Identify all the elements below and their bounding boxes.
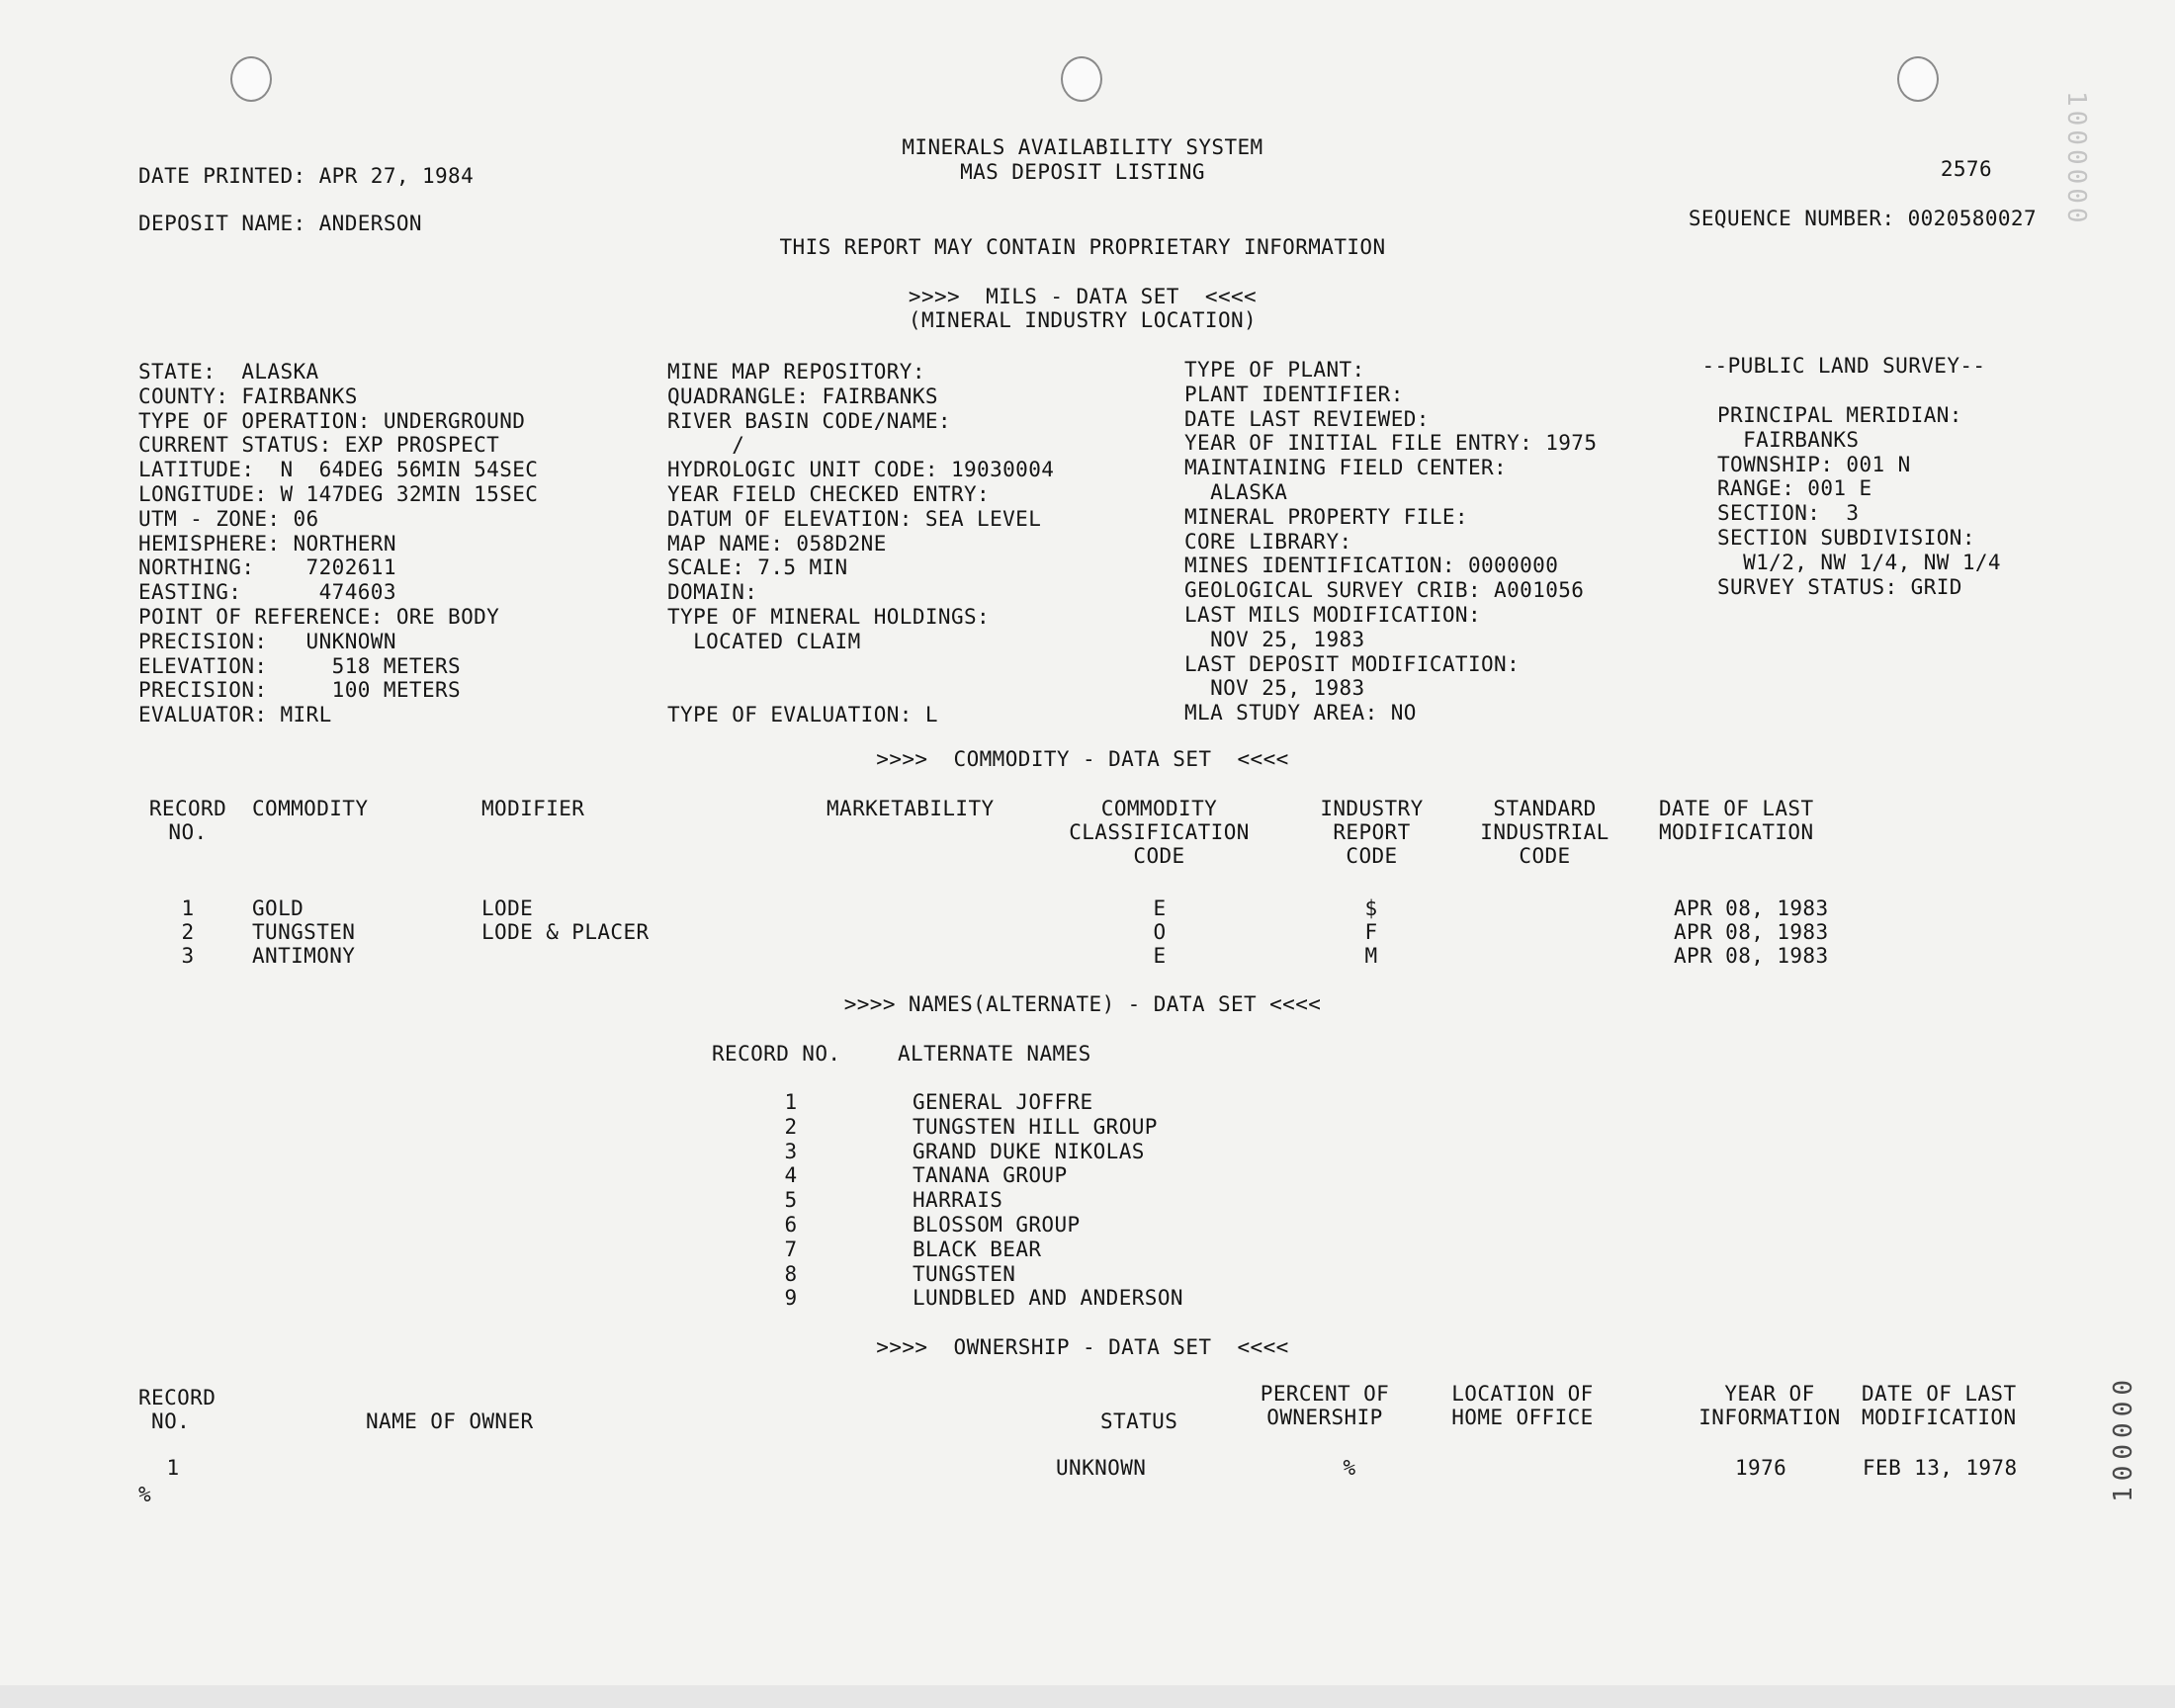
mils-field: / bbox=[667, 433, 745, 458]
alternate-name: BLOSSOM GROUP bbox=[913, 1213, 1081, 1237]
faint-margin-number: 1000000 bbox=[2061, 91, 2091, 227]
mils-field: LOCATED CLAIM bbox=[667, 629, 861, 653]
column-header: INDUSTRY REPORT CODE bbox=[1320, 797, 1424, 868]
list-item bbox=[0, 1188, 2175, 1212]
column-header: MARKETABILITY bbox=[826, 797, 995, 820]
record-number: 9 bbox=[784, 1286, 798, 1311]
column-header: DATE OF LAST MODIFICATION bbox=[1862, 1382, 2017, 1429]
date-printed: DATE PRINTED: APR 27, 1984 bbox=[138, 164, 475, 188]
mils-field: SECTION: 3 bbox=[1717, 501, 1860, 526]
last-modified-date: APR 08, 1983 bbox=[1674, 944, 1829, 968]
mils-column-2 bbox=[667, 360, 1054, 727]
column-header: PERCENT OF OWNERSHIP bbox=[1260, 1382, 1390, 1429]
column-header: COMMODITY CLASSIFICATION CODE bbox=[1069, 797, 1250, 868]
mils-field: MLA STUDY AREA: NO bbox=[1184, 701, 1417, 726]
page-number: 2576 bbox=[1940, 157, 1992, 181]
modifier: LODE bbox=[481, 897, 534, 920]
record-number: 1 bbox=[784, 1090, 798, 1114]
list-item bbox=[0, 1090, 2175, 1114]
mils-field: FAIRBANKS bbox=[1717, 427, 1860, 452]
modifier: LODE & PLACER bbox=[481, 920, 650, 944]
mils-field: LATITUDE: N 64DEG 56MIN 54SEC bbox=[138, 458, 539, 482]
column-header: ALTERNATE NAMES bbox=[898, 1042, 1091, 1066]
column-header: RECORD NO. bbox=[712, 1042, 841, 1066]
column-header: RECORD NO. bbox=[138, 1386, 217, 1433]
column-header: LOCATION OF HOME OFFICE bbox=[1451, 1382, 1594, 1429]
alternate-name: TANANA GROUP bbox=[913, 1163, 1068, 1188]
mils-field: PRINCIPAL MERIDIAN: bbox=[1717, 403, 1962, 427]
record-number: 4 bbox=[784, 1163, 798, 1188]
trailing-percent: % bbox=[138, 1483, 152, 1506]
column-header: RECORD NO. bbox=[148, 797, 227, 844]
classification-code: E bbox=[1153, 897, 1167, 920]
mils-field: TYPE OF PLANT: bbox=[1184, 358, 1365, 382]
classification-code: O bbox=[1153, 920, 1167, 944]
list-item bbox=[0, 1238, 2175, 1261]
last-modified-date: APR 08, 1983 bbox=[1674, 920, 1829, 944]
mils-field: DATUM OF ELEVATION: SEA LEVEL bbox=[667, 506, 1042, 531]
mils-field: LAST DEPOSIT MODIFICATION: bbox=[1184, 651, 1521, 676]
percent-of-ownership: % bbox=[1343, 1456, 1356, 1480]
commodity-name: TUNGSTEN bbox=[252, 920, 356, 944]
mils-section-subtitle: (MINERAL INDUSTRY LOCATION) bbox=[908, 308, 1258, 332]
list-item bbox=[0, 1286, 2175, 1310]
mils-section-title: >>>> MILS - DATA SET <<<< bbox=[908, 285, 1258, 308]
mils-field: SCALE: 7.5 MIN bbox=[667, 555, 848, 580]
record-number: 1 bbox=[166, 1456, 180, 1480]
sequence-number: SEQUENCE NUMBER: 0020580027 bbox=[1688, 207, 2037, 230]
mils-field: DATE LAST REVIEWED: bbox=[1184, 406, 1430, 431]
alternate-name: TUNGSTEN bbox=[913, 1261, 1016, 1286]
alternate-name: GENERAL JOFFRE bbox=[913, 1090, 1093, 1114]
commodity-name: GOLD bbox=[252, 897, 304, 920]
names-section-title: >>>> NAMES(ALTERNATE) - DATA SET <<<< bbox=[843, 992, 1322, 1016]
mils-field: CORE LIBRARY: bbox=[1184, 529, 1352, 554]
mils-field: EASTING: 474603 bbox=[138, 580, 396, 605]
mils-field: TYPE OF OPERATION: UNDERGROUND bbox=[138, 408, 526, 433]
proprietary-notice: THIS REPORT MAY CONTAIN PROPRIETARY INFORMATION bbox=[779, 235, 1386, 259]
mils-field: COUNTY: FAIRBANKS bbox=[138, 384, 358, 408]
alternate-name: BLACK BEAR bbox=[913, 1237, 1042, 1261]
filing-stamp-number: 100000 bbox=[2109, 1374, 2138, 1502]
mils-field: RANGE: 001 E bbox=[1717, 476, 1872, 501]
mils-field: STATE: ALASKA bbox=[138, 360, 319, 384]
mils-field: TYPE OF MINERAL HOLDINGS: bbox=[667, 604, 991, 629]
mils-field: TYPE OF EVALUATION: L bbox=[667, 703, 938, 727]
mils-field: CURRENT STATUS: EXP PROSPECT bbox=[138, 433, 500, 458]
alternate-name: HARRAIS bbox=[913, 1188, 1003, 1213]
punch-hole-center bbox=[1061, 56, 1102, 102]
mils-field bbox=[667, 678, 1054, 703]
mils-field: MINERAL PROPERTY FILE: bbox=[1184, 504, 1468, 529]
mils-field: UTM - ZONE: 06 bbox=[138, 506, 319, 531]
record-number: 2 bbox=[181, 920, 195, 944]
mils-field: DOMAIN: bbox=[667, 580, 758, 605]
column-header: NAME OF OWNER bbox=[366, 1409, 534, 1433]
mils-field: SURVEY STATUS: GRID bbox=[1717, 574, 1962, 599]
column-header: YEAR OF INFORMATION bbox=[1698, 1382, 1841, 1429]
mils-field: EVALUATOR: MIRL bbox=[138, 703, 332, 727]
mils-column-4 bbox=[1717, 403, 2001, 599]
public-land-survey-title: --PUBLIC LAND SURVEY-- bbox=[1701, 354, 1986, 378]
mils-field: QUADRANGLE: FAIRBANKS bbox=[667, 384, 938, 408]
last-modified-date: FEB 13, 1978 bbox=[1863, 1456, 2018, 1480]
column-header: MODIFIER bbox=[481, 797, 585, 820]
mils-field: NORTHING: 7202611 bbox=[138, 555, 396, 580]
list-item bbox=[0, 1213, 2175, 1237]
alternate-name: GRAND DUKE NIKOLAS bbox=[913, 1139, 1145, 1163]
commodity-name: ANTIMONY bbox=[252, 944, 356, 968]
mils-field: MAP NAME: 058D2NE bbox=[667, 531, 887, 555]
commodity-section-title: >>>> COMMODITY - DATA SET <<<< bbox=[876, 747, 1289, 771]
mils-field: LONGITUDE: W 147DEG 32MIN 15SEC bbox=[138, 481, 539, 506]
list-item bbox=[0, 1115, 2175, 1139]
industry-report-code: $ bbox=[1364, 897, 1378, 920]
mils-field: MINE MAP REPOSITORY: bbox=[667, 360, 925, 384]
mils-column-1 bbox=[138, 360, 538, 727]
record-number: 7 bbox=[784, 1237, 798, 1261]
mils-field: PRECISION: UNKNOWN bbox=[138, 629, 396, 653]
record-number: 1 bbox=[181, 897, 195, 920]
table-row bbox=[0, 1456, 2175, 1480]
punch-hole-right bbox=[1897, 56, 1939, 102]
record-number: 2 bbox=[784, 1114, 798, 1139]
ownership-section-title: >>>> OWNERSHIP - DATA SET <<<< bbox=[876, 1335, 1289, 1359]
table-row bbox=[0, 897, 2175, 920]
table-row bbox=[0, 920, 2175, 944]
industry-report-code: M bbox=[1364, 944, 1378, 968]
mils-field: MINES IDENTIFICATION: 0000000 bbox=[1184, 554, 1559, 578]
mils-field: PLANT IDENTIFIER: bbox=[1184, 382, 1404, 406]
list-item bbox=[0, 1140, 2175, 1163]
list-item bbox=[0, 1163, 2175, 1187]
alternate-name: TUNGSTEN HILL GROUP bbox=[913, 1114, 1158, 1139]
mils-field: LAST MILS MODIFICATION: bbox=[1184, 602, 1481, 627]
mils-field: NOV 25, 1983 bbox=[1184, 676, 1365, 701]
record-number: 3 bbox=[181, 944, 195, 968]
mils-field: GEOLOGICAL SURVEY CRIB: A001056 bbox=[1184, 578, 1585, 603]
record-number: 5 bbox=[784, 1188, 798, 1213]
column-header: STATUS bbox=[1100, 1409, 1178, 1433]
mils-column-3 bbox=[1184, 358, 1597, 726]
record-number: 3 bbox=[784, 1139, 798, 1163]
deposit-name: DEPOSIT NAME: ANDERSON bbox=[138, 212, 422, 235]
system-title: MINERALS AVAILABILITY SYSTEM bbox=[902, 135, 1263, 159]
ownership-table-header bbox=[0, 1380, 2175, 1435]
mils-field: RIVER BASIN CODE/NAME: bbox=[667, 408, 951, 433]
report-subtitle: MAS DEPOSIT LISTING bbox=[960, 160, 1205, 184]
classification-code: E bbox=[1153, 944, 1167, 968]
mils-field: W1/2, NW 1/4, NW 1/4 bbox=[1717, 550, 2001, 574]
mils-field: ALASKA bbox=[1184, 479, 1288, 504]
mils-field: HEMISPHERE: NORTHERN bbox=[138, 531, 396, 555]
mils-field: YEAR OF INITIAL FILE ENTRY: 1975 bbox=[1184, 431, 1598, 456]
commodity-table-header bbox=[0, 797, 2175, 871]
mils-field: ELEVATION: 518 METERS bbox=[138, 653, 462, 678]
record-number: 6 bbox=[784, 1213, 798, 1237]
mils-field: NOV 25, 1983 bbox=[1184, 627, 1365, 651]
mils-field: YEAR FIELD CHECKED ENTRY: bbox=[667, 481, 991, 506]
column-header: COMMODITY bbox=[252, 797, 369, 820]
table-row bbox=[0, 944, 2175, 968]
mils-field: MAINTAINING FIELD CENTER: bbox=[1184, 456, 1508, 480]
column-header: DATE OF LAST MODIFICATION bbox=[1659, 797, 1814, 844]
industry-report-code: F bbox=[1364, 920, 1378, 944]
mils-field: SECTION SUBDIVISION: bbox=[1717, 525, 1975, 550]
alternate-name: LUNDBLED AND ANDERSON bbox=[913, 1286, 1183, 1311]
mils-field: HYDROLOGIC UNIT CODE: 19030004 bbox=[667, 458, 1055, 482]
list-item bbox=[0, 1262, 2175, 1286]
last-modified-date: APR 08, 1983 bbox=[1674, 897, 1829, 920]
mils-field bbox=[667, 654, 1054, 679]
punch-hole-left bbox=[230, 56, 272, 102]
ownership-status: UNKNOWN bbox=[1056, 1456, 1147, 1480]
column-header: STANDARD INDUSTRIAL CODE bbox=[1480, 797, 1610, 868]
record-number: 8 bbox=[784, 1261, 798, 1286]
year-of-information: 1976 bbox=[1735, 1456, 1787, 1480]
mils-field: POINT OF REFERENCE: ORE BODY bbox=[138, 604, 500, 629]
mils-field: TOWNSHIP: 001 N bbox=[1717, 452, 1911, 476]
mils-field: PRECISION: 100 METERS bbox=[138, 678, 462, 703]
